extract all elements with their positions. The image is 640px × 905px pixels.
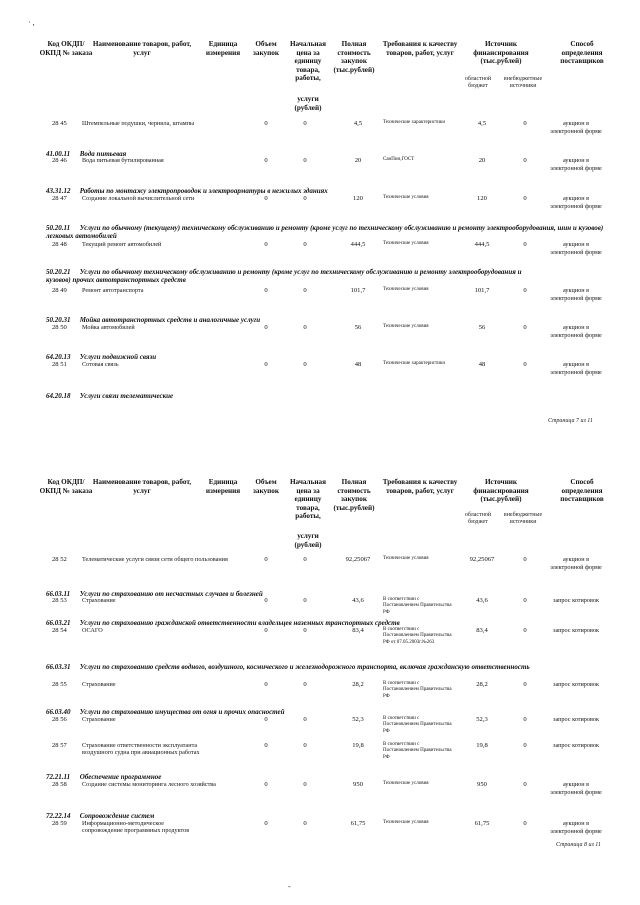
page-number: Страница 8 из 11 bbox=[556, 842, 601, 848]
row-number: 28 49 bbox=[52, 287, 67, 294]
row-method: запрос котировок bbox=[553, 627, 599, 634]
section-heading: 66.03.40 Услуги по страхованию имущества от огня и прочих опасностей bbox=[46, 708, 285, 716]
header-fin-extra: внебюджетные источники bbox=[503, 76, 543, 89]
header-price: Начальная цена за единицу товара, работы, bbox=[289, 40, 327, 83]
row-name: Мойка автомобилей bbox=[82, 324, 135, 331]
row-method: аукцион в электронной форме bbox=[550, 195, 602, 210]
row-method: запрос котировок bbox=[553, 597, 599, 604]
row-number: 28 47 bbox=[52, 195, 67, 202]
row-volume: 0 bbox=[264, 195, 268, 202]
row-price: 0 bbox=[303, 742, 307, 749]
row-method: аукцион в электронной форме bbox=[550, 820, 602, 835]
row-number: 28 57 bbox=[52, 742, 67, 749]
section-heading: 64.20.18 Услуги связи телематические bbox=[46, 392, 174, 400]
row-name: Страхование bbox=[82, 597, 116, 604]
row-volume: 0 bbox=[264, 324, 268, 331]
row-price: 0 bbox=[303, 681, 307, 688]
section-heading: 50.20.21 Услуги по обычному техническому обслуживанию и ремонту (кроме услуг по техническому обслуживанию и ремонту электрооборудования и кузовов) прочих автотранспортных средств bbox=[46, 268, 522, 284]
row-extra-budget: 0 bbox=[523, 627, 527, 634]
row-requirements: Технические условия bbox=[383, 195, 429, 200]
row-cost: 56 bbox=[354, 324, 362, 331]
row-extra-budget: 0 bbox=[523, 241, 527, 248]
row-volume: 0 bbox=[264, 157, 268, 164]
row-volume: 0 bbox=[264, 120, 268, 127]
header-fin-regional: областной бюджет bbox=[464, 512, 492, 525]
row-volume: 0 bbox=[264, 716, 268, 723]
row-requirements: В соответствии с Постановлением Правительства РФ bbox=[383, 742, 452, 760]
row-requirements: Технические условия bbox=[383, 556, 429, 561]
row-regional-budget: 56 bbox=[478, 324, 486, 331]
row-regional-budget: 92,25067 bbox=[469, 556, 495, 563]
header-method: Способ определения поставщиков bbox=[560, 40, 604, 66]
row-cost: 19,8 bbox=[352, 742, 364, 749]
row-volume: 0 bbox=[264, 361, 268, 368]
row-cost: 444,5 bbox=[350, 241, 366, 248]
row-volume: 0 bbox=[264, 597, 268, 604]
row-cost: 83,4 bbox=[352, 627, 364, 634]
row-name: Телематические услуги связи сети общего пользования bbox=[82, 556, 228, 563]
header-price-services: услуги (рублей) bbox=[294, 532, 322, 549]
row-number: 28 45 bbox=[52, 120, 67, 127]
row-name: Сотовая связь bbox=[82, 361, 119, 368]
header-name: Наименование товаров, работ, услуг bbox=[92, 40, 192, 57]
row-name: ОСАГО bbox=[82, 627, 103, 634]
row-regional-budget: 61,75 bbox=[474, 820, 490, 827]
row-volume: 0 bbox=[264, 742, 268, 749]
row-price: 0 bbox=[303, 556, 307, 563]
row-regional-budget: 48 bbox=[478, 361, 486, 368]
row-name: Штемпельные подушки, чернила, штампы bbox=[82, 120, 195, 127]
row-price: 0 bbox=[303, 324, 307, 331]
row-method: аукцион в электронной форме bbox=[550, 157, 602, 172]
row-requirements: Технические условия bbox=[383, 241, 429, 246]
row-cost: 43,6 bbox=[352, 597, 364, 604]
row-number: 28 56 bbox=[52, 716, 67, 723]
row-method: аукцион в электронной форме bbox=[550, 361, 602, 376]
row-requirements: В соответствии с Постановлением Правительства РФ bbox=[383, 681, 452, 699]
header-cost: Полная стоимость закупок (тыс.рублей) bbox=[333, 478, 375, 512]
row-volume: 0 bbox=[264, 241, 268, 248]
row-number: 28 52 bbox=[52, 556, 67, 563]
row-number: 28 50 bbox=[52, 324, 67, 331]
row-requirements: В соответствии с Постановлением Правительства РФ bbox=[383, 716, 452, 734]
row-cost: 92,25067 bbox=[345, 556, 371, 563]
row-cost: 20 bbox=[354, 157, 362, 164]
row-regional-budget: 19,8 bbox=[476, 742, 488, 749]
row-number: 28 53 bbox=[52, 597, 67, 604]
row-name: Ремонт автотранспорта bbox=[82, 287, 144, 294]
row-extra-budget: 0 bbox=[523, 120, 527, 127]
row-regional-budget: 43,6 bbox=[476, 597, 488, 604]
section-heading: 72.21.11 Обеспечение программное bbox=[46, 773, 162, 781]
row-price: 0 bbox=[303, 820, 307, 827]
row-price: 0 bbox=[303, 195, 307, 202]
row-name: Страхование bbox=[82, 716, 116, 723]
header-method: Способ определения поставщиков bbox=[560, 478, 604, 504]
row-price: 0 bbox=[303, 597, 307, 604]
row-requirements: Технические условия bbox=[383, 820, 429, 825]
row-cost: 4,5 bbox=[353, 120, 363, 127]
header-requirements: Требования к качеству товаров, работ, услуг bbox=[382, 478, 458, 495]
scan-mark: · , bbox=[28, 18, 35, 27]
section-heading: 66.03.31 Услуги по страхованию средств водного, воздушного, космического и железнодорожного транспорта, включая гражданскую ответственность bbox=[46, 663, 530, 671]
row-number: 28 46 bbox=[52, 157, 67, 164]
header-volume: Объем закупок bbox=[253, 478, 279, 495]
header-financing: Источник финансирования (тыс.рублей) bbox=[473, 478, 529, 504]
row-cost: 48 bbox=[354, 361, 362, 368]
row-name: Информационно-методическое сопровождение программных продуктов bbox=[82, 820, 190, 835]
row-requirements: В соответствии с Постановлением Правительства РФ bbox=[383, 597, 452, 615]
header-code: Код ОКДП/ ОКПД № заказа bbox=[39, 478, 93, 495]
row-regional-budget: 4,5 bbox=[477, 120, 487, 127]
row-volume: 0 bbox=[264, 556, 268, 563]
row-price: 0 bbox=[303, 716, 307, 723]
row-number: 28 51 bbox=[52, 361, 67, 368]
row-method: аукцион в электронной форме bbox=[550, 287, 602, 302]
row-cost: 61,75 bbox=[350, 820, 366, 827]
row-extra-budget: 0 bbox=[523, 361, 527, 368]
header-price: Начальная цена за единицу товара, работы, bbox=[289, 478, 327, 521]
header-fin-regional: областной бюджет bbox=[464, 76, 492, 89]
row-requirements: В соответствии с Постановлением Правительства РФ от 07.05.2003г.№263 bbox=[383, 627, 452, 645]
row-method: аукцион в электронной форме bbox=[550, 781, 602, 796]
row-extra-budget: 0 bbox=[523, 820, 527, 827]
header-unit: Единица измерения bbox=[205, 478, 241, 495]
row-name: Создание системы мониторинга лесного хозяйства bbox=[82, 781, 216, 788]
row-regional-budget: 20 bbox=[478, 157, 486, 164]
row-regional-budget: 52,3 bbox=[476, 716, 488, 723]
row-method: запрос котировок bbox=[553, 681, 599, 688]
header-price-services: услуги (рублей) bbox=[294, 95, 322, 112]
row-regional-budget: 28,2 bbox=[476, 681, 488, 688]
row-extra-budget: 0 bbox=[523, 287, 527, 294]
row-number: 28 55 bbox=[52, 681, 67, 688]
row-volume: 0 bbox=[264, 287, 268, 294]
row-price: 0 bbox=[303, 361, 307, 368]
row-number: 28 58 bbox=[52, 781, 67, 788]
row-regional-budget: 950 bbox=[477, 781, 487, 788]
header-financing: Источник финансирования (тыс.рублей) bbox=[473, 40, 529, 66]
row-number: 28 54 bbox=[52, 627, 67, 634]
row-regional-budget: 444,5 bbox=[474, 241, 490, 248]
row-extra-budget: 0 bbox=[523, 556, 527, 563]
section-heading: 43.31.12 Работы по монтажу электропроводок и электроарматуры в нежилых зданиях bbox=[46, 187, 328, 195]
row-cost: 52,3 bbox=[352, 716, 364, 723]
section-heading: 41.00.11 Вода питьевая bbox=[46, 150, 127, 158]
header-cost: Полная стоимость закупок (тыс.рублей) bbox=[333, 40, 375, 74]
section-heading: 66.03.11 Услуги по страхованию от несчастных случаев и болезней bbox=[46, 590, 263, 598]
row-method: запрос котировок bbox=[553, 742, 599, 749]
row-extra-budget: 0 bbox=[523, 157, 527, 164]
row-number: 28 59 bbox=[52, 820, 67, 827]
row-regional-budget: 120 bbox=[477, 195, 487, 202]
row-extra-budget: 0 bbox=[523, 781, 527, 788]
section-heading: 72.22.14 Сопровождение систем bbox=[46, 812, 155, 820]
row-extra-budget: 0 bbox=[523, 195, 527, 202]
row-price: 0 bbox=[303, 781, 307, 788]
row-name: Страхование bbox=[82, 681, 116, 688]
row-name: Текущий ремонт автомобилей bbox=[82, 241, 162, 248]
scan-mark: - bbox=[288, 882, 291, 891]
page-number: Страница 7 из 11 bbox=[548, 418, 593, 424]
row-method: аукцион в электронной форме bbox=[550, 120, 602, 135]
header-code: Код ОКДП/ ОКПД № заказа bbox=[39, 40, 93, 57]
row-requirements: Технические условия bbox=[383, 781, 429, 786]
row-requirements: Технические характеристики bbox=[383, 361, 446, 366]
row-regional-budget: 83,4 bbox=[476, 627, 488, 634]
row-name: Страхование ответственности эксплуатанта воздушного судна при авиационных работах bbox=[82, 742, 200, 757]
header-name: Наименование товаров, работ, услуг bbox=[92, 478, 192, 495]
row-price: 0 bbox=[303, 627, 307, 634]
row-cost: 28,2 bbox=[352, 681, 364, 688]
section-heading: 50.20.11 Услуги по обычному (текущему) техническому обслуживанию и ремонту (кроме услуг по техническому обслуживанию и ремонту электрооборудования, шин и кузовов) легковых автомобилей bbox=[46, 224, 604, 240]
row-method: аукцион в электронной форме bbox=[550, 241, 602, 256]
section-heading: 66.03.21 Услуги по страхованию гражданской ответственности владельцев наземных транспортных средств bbox=[46, 619, 400, 627]
header-volume: Объем закупок bbox=[253, 40, 279, 57]
row-extra-budget: 0 bbox=[523, 324, 527, 331]
row-extra-budget: 0 bbox=[523, 597, 527, 604]
row-method: аукцион в электронной форме bbox=[550, 556, 602, 571]
section-heading: 50.20.31 Мойка автотранспортных средств и аналогичные услуги bbox=[46, 316, 261, 324]
row-requirements: Технические условия bbox=[383, 324, 429, 329]
row-volume: 0 bbox=[264, 820, 268, 827]
row-requirements: Технические условия bbox=[383, 287, 429, 292]
row-cost: 950 bbox=[353, 781, 363, 788]
row-regional-budget: 101,7 bbox=[474, 287, 490, 294]
row-price: 0 bbox=[303, 120, 307, 127]
row-volume: 0 bbox=[264, 781, 268, 788]
row-price: 0 bbox=[303, 157, 307, 164]
row-name: Вода питьевая бутилированная bbox=[82, 157, 164, 164]
row-extra-budget: 0 bbox=[523, 716, 527, 723]
row-cost: 101,7 bbox=[350, 287, 366, 294]
row-cost: 120 bbox=[353, 195, 363, 202]
row-method: аукцион в электронной форме bbox=[550, 324, 602, 339]
header-unit: Единица измерения bbox=[205, 40, 241, 57]
row-method: запрос котировок bbox=[553, 716, 599, 723]
header-requirements: Требования к качеству товаров, работ, услуг bbox=[382, 40, 458, 57]
row-volume: 0 bbox=[264, 681, 268, 688]
section-heading: 64.20.13 Услуги подвижной связи bbox=[46, 353, 157, 361]
row-price: 0 bbox=[303, 287, 307, 294]
row-extra-budget: 0 bbox=[523, 742, 527, 749]
row-price: 0 bbox=[303, 241, 307, 248]
row-volume: 0 bbox=[264, 627, 268, 634]
row-name: Создание локальной вычислительной сети bbox=[82, 195, 195, 202]
row-requirements: СанПин,ГОСТ bbox=[383, 157, 415, 162]
row-requirements: Технические характеристики bbox=[383, 120, 446, 125]
row-extra-budget: 0 bbox=[523, 681, 527, 688]
header-fin-extra: внебюджетные источники bbox=[503, 512, 543, 525]
row-number: 28 48 bbox=[52, 241, 67, 248]
